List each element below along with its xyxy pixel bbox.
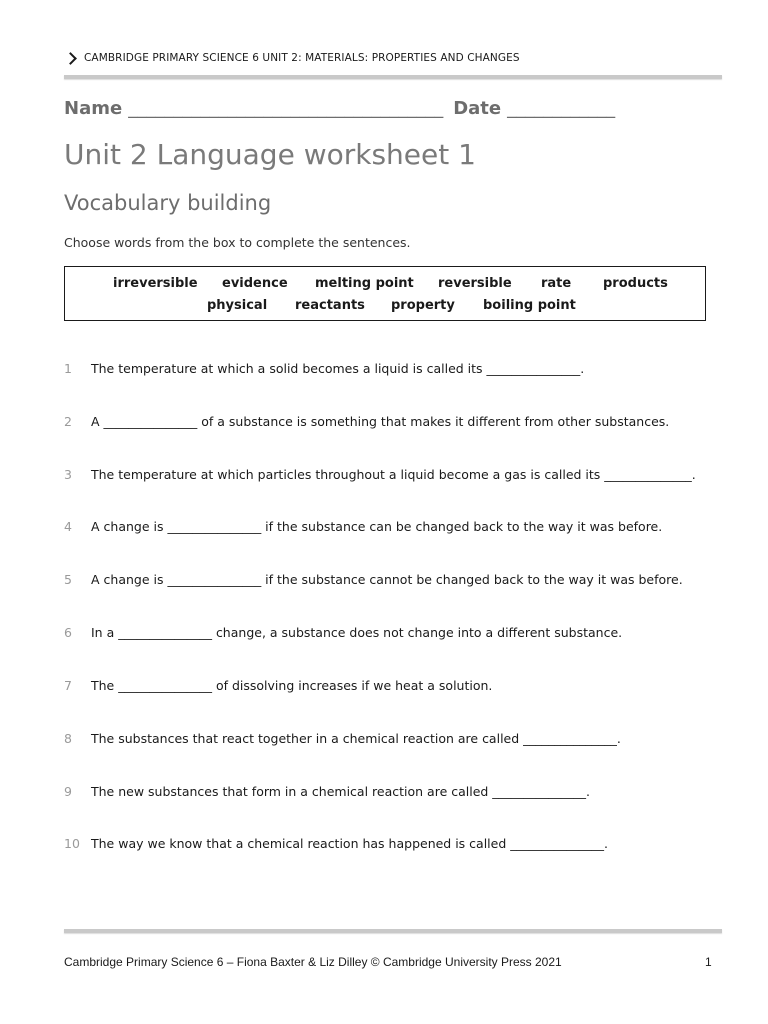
question-number: 5 — [64, 572, 72, 587]
question-text: The _______________ of dissolving increases if we heat a solution. — [91, 678, 493, 693]
section-title: Vocabulary building — [64, 191, 272, 215]
page-number: 1 — [705, 955, 712, 969]
question-number: 2 — [64, 414, 72, 429]
question-text: The new substances that form in a chemical reaction are called _______________. — [91, 784, 591, 799]
word-evidence: evidence — [222, 276, 288, 291]
word-property: property — [391, 298, 455, 313]
top-divider — [64, 75, 722, 79]
word-physical: physical — [207, 298, 268, 313]
word-irreversible: irreversible — [113, 276, 198, 291]
question-number: 10 — [64, 836, 80, 851]
name-blank: ___________________________________ — [128, 98, 444, 119]
question-text: A change is _______________ if the substance can be changed back to the way it was before. — [91, 519, 663, 534]
name-date-row — [64, 98, 714, 119]
name-label: Name — [64, 98, 123, 119]
word-melting-point: melting point — [315, 276, 414, 291]
bottom-divider — [64, 929, 722, 933]
word-box — [64, 266, 706, 321]
footer-credit: Cambridge Primary Science 6 – Fiona Baxter & Liz Dilley © Cambridge University Press 2021 — [64, 955, 562, 969]
question-text: The temperature at which a solid becomes a liquid is called its _______________. — [91, 361, 585, 376]
worksheet-title: Unit 2 Language worksheet 1 — [64, 138, 476, 171]
question-text: The substances that react together in a chemical reaction are called _______________. — [91, 731, 621, 746]
question-7 — [64, 678, 724, 693]
question-number: 7 — [64, 678, 72, 693]
question-text: A _______________ of a substance is something that makes it different from other substances. — [91, 414, 670, 429]
question-text: A change is _______________ if the substance cannot be changed back to the way it was before. — [91, 572, 683, 587]
question-5 — [64, 572, 724, 587]
question-number: 9 — [64, 784, 72, 799]
running-header — [66, 52, 520, 64]
question-3 — [64, 467, 724, 482]
question-text: The way we know that a chemical reaction has happened is called _______________. — [91, 836, 608, 851]
question-number: 3 — [64, 467, 72, 482]
instructions: Choose words from the box to complete the sentences. — [64, 235, 411, 250]
date-label: Date — [453, 98, 502, 119]
question-number: 1 — [64, 361, 72, 376]
word-boiling-point: boiling point — [483, 298, 576, 313]
date-blank: ____________ — [507, 98, 616, 119]
question-10 — [64, 836, 724, 851]
word-products: products — [603, 276, 668, 291]
question-number: 8 — [64, 731, 72, 746]
chevron-right-icon — [64, 52, 77, 65]
question-1 — [64, 361, 724, 376]
word-rate: rate — [541, 276, 572, 291]
question-6 — [64, 625, 724, 640]
question-8 — [64, 731, 724, 746]
word-reactants: reactants — [295, 298, 365, 313]
question-number: 6 — [64, 625, 72, 640]
question-number: 4 — [64, 519, 72, 534]
question-2 — [64, 414, 724, 429]
word-reversible: reversible — [438, 276, 512, 291]
question-9 — [64, 784, 724, 799]
running-title: CAMBRIDGE PRIMARY SCIENCE 6 UNIT 2: MATERIALS: PROPERTIES AND CHANGES — [84, 52, 520, 64]
question-4 — [64, 519, 724, 534]
question-text: The temperature at which particles throughout a liquid become a gas is called its ______________. — [91, 467, 696, 482]
question-text: In a _______________ change, a substance does not change into a different substance. — [91, 625, 623, 640]
